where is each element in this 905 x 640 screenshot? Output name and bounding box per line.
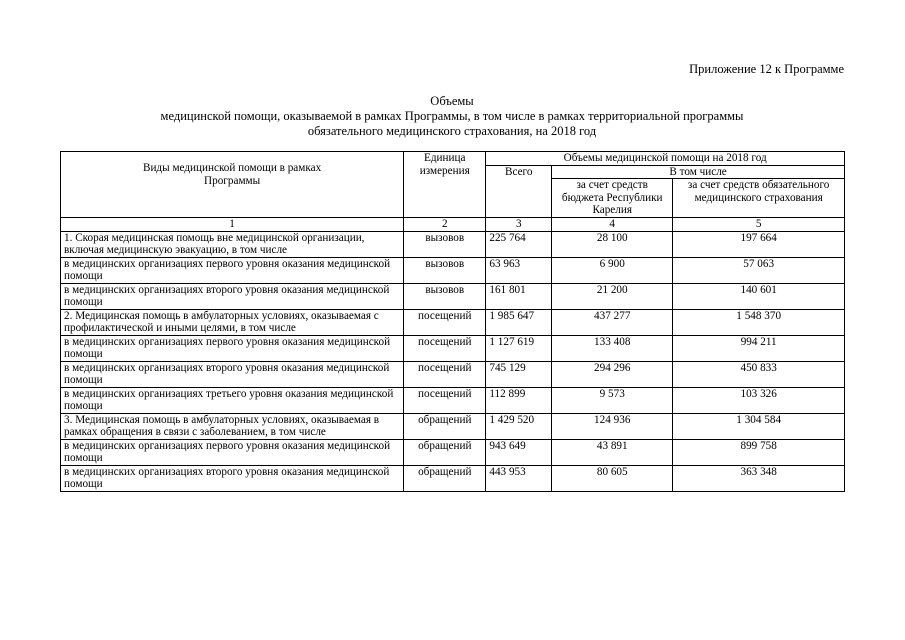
row-care-type: 2. Медицинская помощь в амбулаторных условиях, оказываемая с профилактической и иными целями, в том числе [61,309,404,335]
row-unit: посещений [404,387,486,413]
row-total: 745 129 [486,361,552,387]
table-row [61,335,845,361]
row-unit: вызовов [404,231,486,257]
header-budget: за счет средств бюджета Республики Карелия [552,179,673,218]
row-care-type: в медицинских организациях второго уровня оказания медицинской помощи [61,361,404,387]
row-total: 1 985 647 [486,309,552,335]
row-budget: 80 605 [552,465,673,491]
header-volumes-group: Объемы медицинской помощи на 2018 год [486,152,845,166]
row-care-type: в медицинских организациях первого уровня оказания медицинской помощи [61,335,404,361]
table-row [61,361,845,387]
column-number: 5 [673,218,845,232]
row-care-type: в медицинских организациях второго уровня оказания медицинской помощи [61,465,404,491]
table-row [61,387,845,413]
header-care-types: Виды медицинской помощи в рамках Программы [61,152,404,218]
row-care-type: в медицинских организациях третьего уровня оказания медицинской помощи [61,387,404,413]
row-unit: вызовов [404,257,486,283]
table-row [61,257,845,283]
row-total: 112 899 [486,387,552,413]
volumes-table [60,151,845,492]
column-number: 2 [404,218,486,232]
row-total: 943 649 [486,439,552,465]
table-row [61,231,845,257]
row-budget: 6 900 [552,257,673,283]
row-total: 225 764 [486,231,552,257]
row-total: 63 963 [486,257,552,283]
row-oms: 140 601 [673,283,845,309]
row-budget: 28 100 [552,231,673,257]
row-oms: 103 326 [673,387,845,413]
row-care-type: 3. Медицинская помощь в амбулаторных условиях, оказываемая в рамках обращения в связи с заболеванием, в том числе [61,413,404,439]
row-budget: 124 936 [552,413,673,439]
table-row [61,309,845,335]
row-oms: 57 063 [673,257,845,283]
row-budget: 294 296 [552,361,673,387]
row-total: 161 801 [486,283,552,309]
title-line: обязательного медицинского страхования, на 2018 год [307,124,597,138]
table-row [61,465,845,491]
row-total: 1 429 520 [486,413,552,439]
row-unit: обращений [404,413,486,439]
header-oms: за счет средств обязательного медицинского страхования [673,179,845,218]
row-care-type: в медицинских организациях первого уровня оказания медицинской помощи [61,439,404,465]
column-number: 3 [486,218,552,232]
row-oms: 197 664 [673,231,845,257]
row-budget: 9 573 [552,387,673,413]
header-including: В том числе [552,165,845,179]
row-budget: 43 891 [552,439,673,465]
header-total: Всего [486,165,552,218]
row-total: 443 953 [486,465,552,491]
title-line: медицинской помощи, оказываемой в рамках Программы, в том числе в рамках территориальной программы [160,109,744,123]
document-title [60,94,844,139]
row-oms: 363 348 [673,465,845,491]
row-care-type: в медицинских организациях второго уровня оказания медицинской помощи [61,283,404,309]
row-oms: 899 758 [673,439,845,465]
table-row [61,413,845,439]
row-oms: 1 304 584 [673,413,845,439]
appendix-label: Приложение 12 к Программе [689,62,844,76]
column-number: 4 [552,218,673,232]
row-budget: 437 277 [552,309,673,335]
row-budget: 21 200 [552,283,673,309]
row-unit: обращений [404,439,486,465]
row-budget: 133 408 [552,335,673,361]
row-unit: посещений [404,309,486,335]
row-oms: 450 833 [673,361,845,387]
row-unit: посещений [404,335,486,361]
row-care-type: в медицинских организациях первого уровня оказания медицинской помощи [61,257,404,283]
column-number: 1 [61,218,404,232]
row-unit: посещений [404,361,486,387]
row-total: 1 127 619 [486,335,552,361]
table-row [61,283,845,309]
table-row [61,439,845,465]
title-line: Объемы [430,94,474,108]
header-unit: Единица измерения [404,152,486,218]
row-care-type: 1. Скорая медицинская помощь вне медицинской организации, включая медицинскую эвакуацию, в том числе [61,231,404,257]
row-unit: обращений [404,465,486,491]
row-unit: вызовов [404,283,486,309]
row-oms: 994 211 [673,335,845,361]
row-oms: 1 548 370 [673,309,845,335]
